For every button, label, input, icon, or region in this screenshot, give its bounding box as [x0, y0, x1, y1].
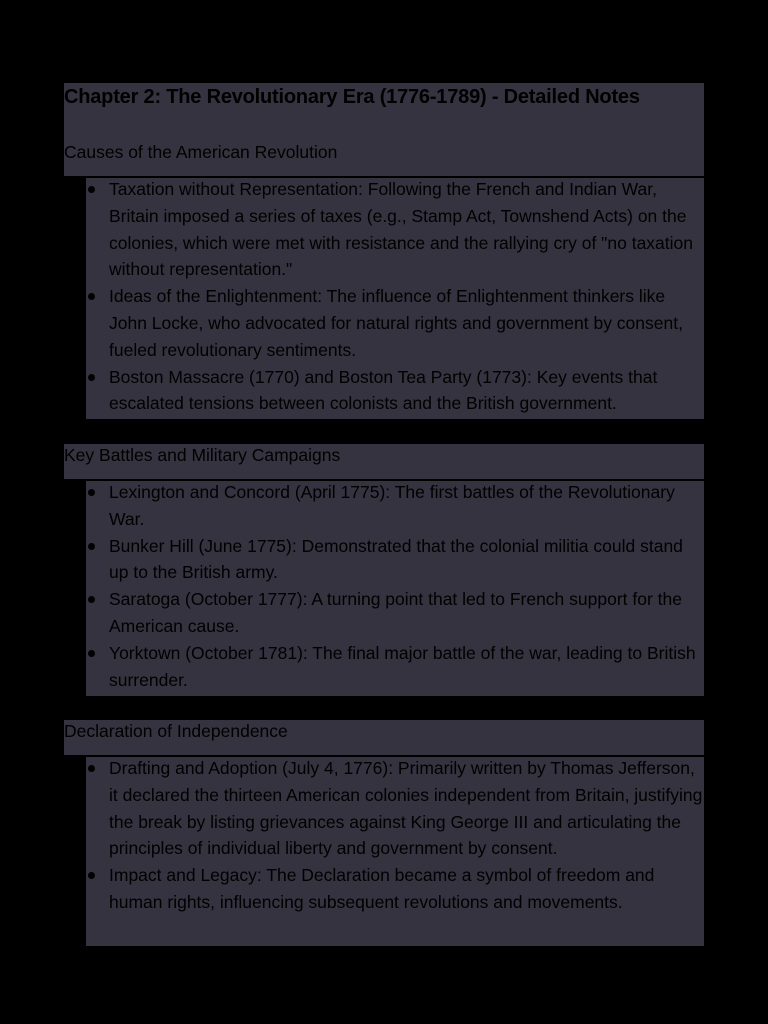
list-item: Impact and Legacy: The Declaration became a symbol of freedom and human rights, influencing subsequent revolutions and movements. [86, 862, 706, 916]
page-title: Chapter 2: The Revolutionary Era (1776-1789) - Detailed Notes [64, 86, 640, 108]
bullet-list-battles [86, 479, 706, 693]
section-heading-battles: Key Battles and Military Campaigns [64, 445, 341, 465]
list-item: Ideas of the Enlightenment: The influence of Enlightenment thinkers like John Locke, who advocated for natural rights and government by consent, fueled revolutionary sentiments. [86, 283, 706, 363]
list-item: Bunker Hill (June 1775): Demonstrated that the colonial militia could stand up to the British army. [86, 533, 706, 587]
section-heading-causes: Causes of the American Revolution [64, 142, 338, 162]
list-item: Yorktown (October 1781): The final major battle of the war, leading to British surrender. [86, 640, 706, 694]
list-item: Saratoga (October 1777): A turning point that led to French support for the American cause. [86, 586, 706, 640]
list-item: Drafting and Adoption (July 4, 1776): Primarily written by Thomas Jefferson, it declared the thirteen American colonies independent from Britain, justifying the break by listing grievances against King George III and articulating the principles of individual liberty and government by consent. [86, 755, 706, 862]
list-item: Taxation without Representation: Following the French and Indian War, Britain imposed a series of taxes (e.g., Stamp Act, Townshend Acts) on the colonies, which were met with resistance and the rallying cry of "no taxation without representation." [86, 176, 706, 283]
list-item: Lexington and Concord (April 1775): The first battles of the Revolutionary War. [86, 479, 706, 533]
bullet-list-declaration [86, 755, 706, 916]
bullet-list-causes [86, 176, 706, 417]
list-item: Boston Massacre (1770) and Boston Tea Party (1773): Key events that escalated tensions between colonists and the British government. [86, 364, 706, 418]
section-heading-declaration: Declaration of Independence [64, 721, 288, 741]
